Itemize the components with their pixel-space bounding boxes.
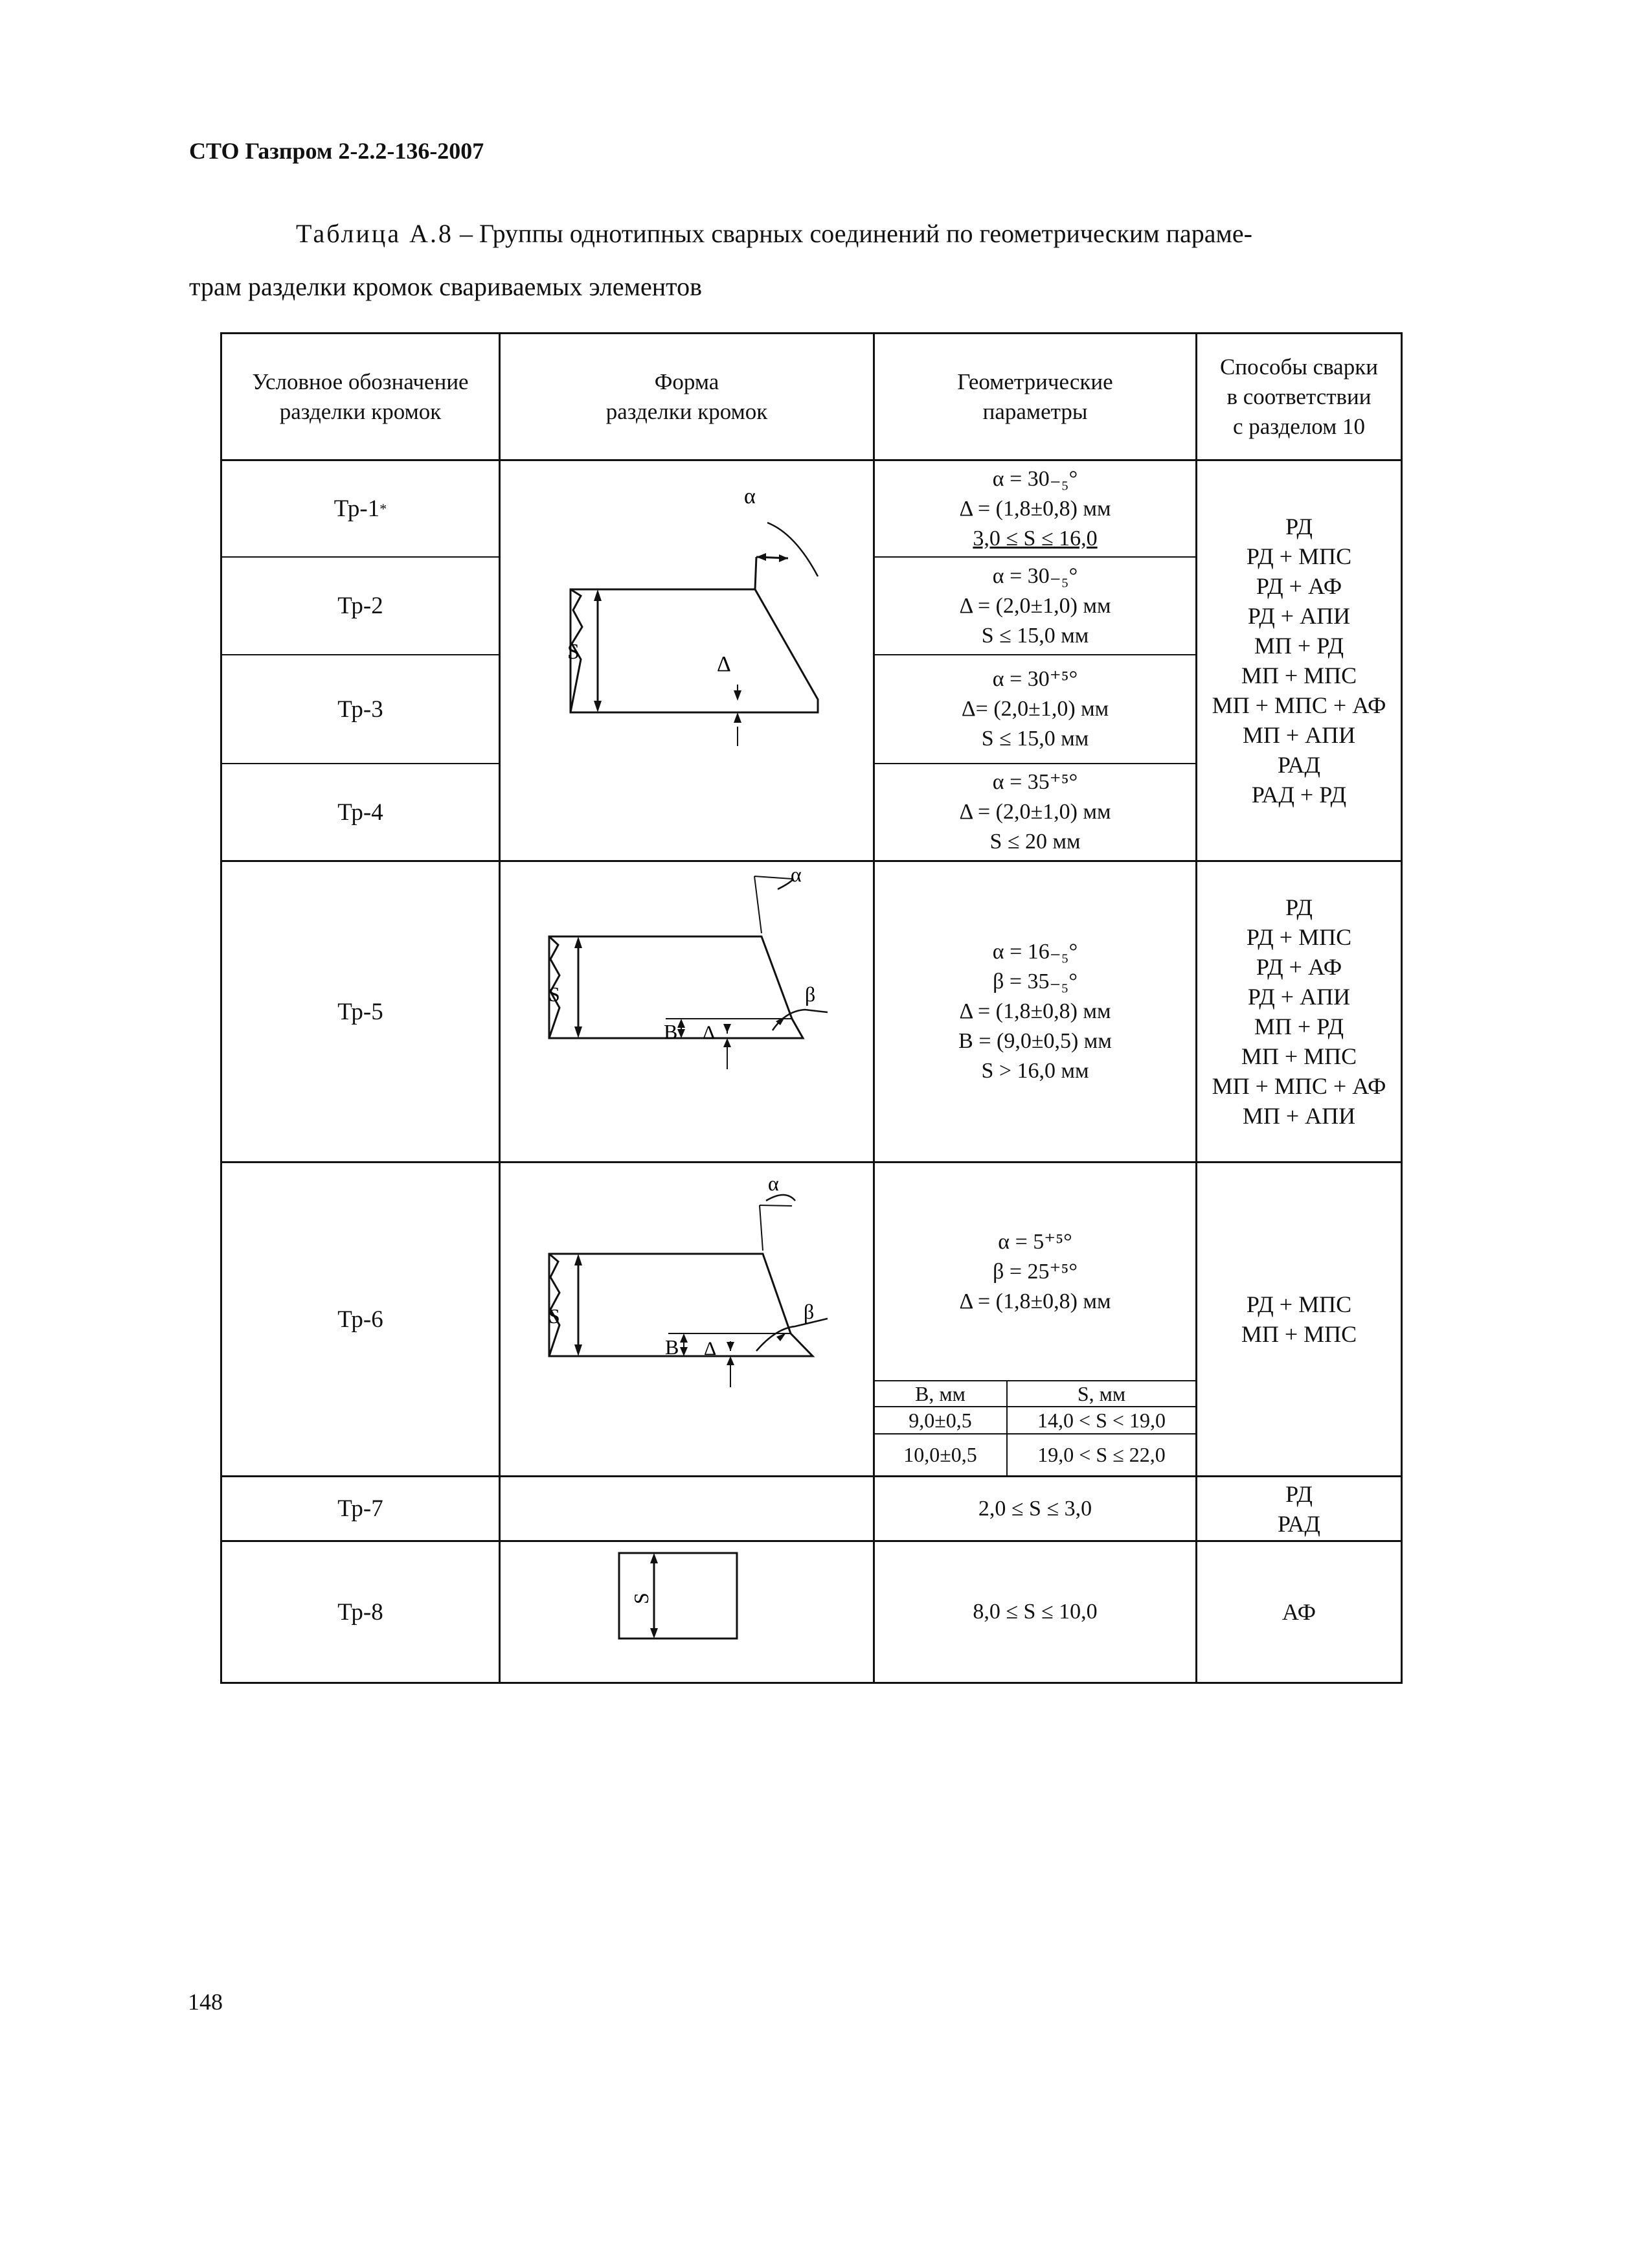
params-tr3: α = 30⁺⁵° Δ= (2,0±1,0) мм S ≤ 15,0 мм [961, 667, 1109, 751]
params-tr1: α = 30₋₅° Δ = (1,8±0,8) мм 3,0 ≤ S ≤ 16,0 [959, 466, 1111, 550]
table-label: Таблица А.8 [296, 219, 453, 248]
row-code-tr7: Тр-7 [337, 1495, 383, 1522]
params-tr4: α = 35⁺⁵° Δ = (2,0±1,0) мм S ≤ 20 мм [959, 770, 1111, 854]
params-tr5: α = 16₋₅° β = 35₋₅° Δ = (1,8±0,8) мм B = (9,0±0,5) мм S > 16,0 мм [958, 940, 1112, 1083]
subtable-cell: 9,0±0,5 [909, 1408, 972, 1432]
beta-label: β [804, 1300, 815, 1323]
b-label: B [664, 1020, 678, 1043]
delta-label: Δ [704, 1338, 717, 1359]
methods-tr5: РД РД + МПС РД + АФ РД + АПИ МП + РД МП + МПС МП + МПС + АФ МП + АПИ [1212, 894, 1386, 1129]
s-label: S [629, 1593, 653, 1604]
s-label: S [548, 1304, 560, 1328]
column-header-methods: Способы сварки в соответствии с разделом 10 [1220, 354, 1378, 439]
row-code-tr1: Тр-1 * [333, 495, 387, 522]
row-code-tr3: Тр-3 [337, 696, 383, 723]
caption-line-2: трам разделки кромок свариваемых элементов [189, 272, 702, 301]
subtable-header-b: B, мм [915, 1381, 965, 1405]
plate-diagram-tr7-tr8 [501, 1477, 873, 1682]
methods-tr1-tr4: РД РД + МПС РД + АФ РД + АПИ МП + РД МП + МПС МП + МПС + АФ МП + АПИ РАД РАД + РД [1212, 514, 1386, 808]
alpha-label: α [791, 863, 802, 886]
delta-label: Δ [717, 652, 731, 676]
b-label: B [665, 1335, 679, 1359]
row-code-tr4: Тр-4 [337, 799, 383, 826]
bevel-diagram-tr5 [501, 862, 873, 1161]
bevel-diagram-tr1-tr4 [501, 461, 873, 860]
alpha-label: α [768, 1172, 779, 1195]
beta-label: β [805, 982, 816, 1006]
row-code-tr2: Тр-2 [337, 593, 383, 619]
subtable-header-s: S, мм [1077, 1381, 1126, 1405]
caption-line-1: – Группы однотипных сварных соединений по геометрическим параме- [453, 219, 1252, 248]
methods-tr7: РД РАД [1278, 1480, 1320, 1537]
delta-label: Δ [703, 1022, 716, 1043]
column-header-designation: Условное обозначение разделки кромок [252, 369, 469, 424]
params-tr8: 8,0 ≤ S ≤ 10,0 [973, 1600, 1098, 1624]
s-label: S [548, 982, 560, 1006]
row-code-tr6: Тр-6 [337, 1306, 383, 1333]
subtable-cell: 19,0 < S ≤ 22,0 [1037, 1443, 1166, 1466]
subtable-cell: 10,0±0,5 [903, 1443, 977, 1466]
s-label: S [567, 640, 580, 664]
methods-tr8: АФ [1282, 1599, 1316, 1625]
row-code-tr5: Тр-5 [337, 998, 383, 1025]
table-caption [189, 207, 1432, 313]
params-tr2: α = 30₋₅° Δ = (2,0±1,0) мм S ≤ 15,0 мм [959, 563, 1111, 648]
alpha-label: α [744, 484, 756, 508]
column-header-geometry: Геометрические параметры [957, 369, 1113, 424]
params-tr6: α = 5⁺⁵° β = 25⁺⁵° Δ = (1,8±0,8) мм [959, 1229, 1111, 1313]
column-header-shape: Форма разделки кромок [605, 369, 768, 424]
methods-tr6: РД + МПС МП + МПС [1241, 1291, 1357, 1347]
page-number: 148 [188, 1989, 223, 2015]
document-header: СТО Газпром 2-2.2-136-2007 [189, 138, 484, 164]
subtable-cell: 14,0 < S < 19,0 [1037, 1408, 1166, 1432]
welding-groups-table [220, 332, 1403, 1684]
bevel-diagram-tr6 [501, 1163, 873, 1475]
row-code-tr8: Тр-8 [337, 1598, 383, 1626]
params-tr7: 2,0 ≤ S ≤ 3,0 [978, 1496, 1092, 1521]
